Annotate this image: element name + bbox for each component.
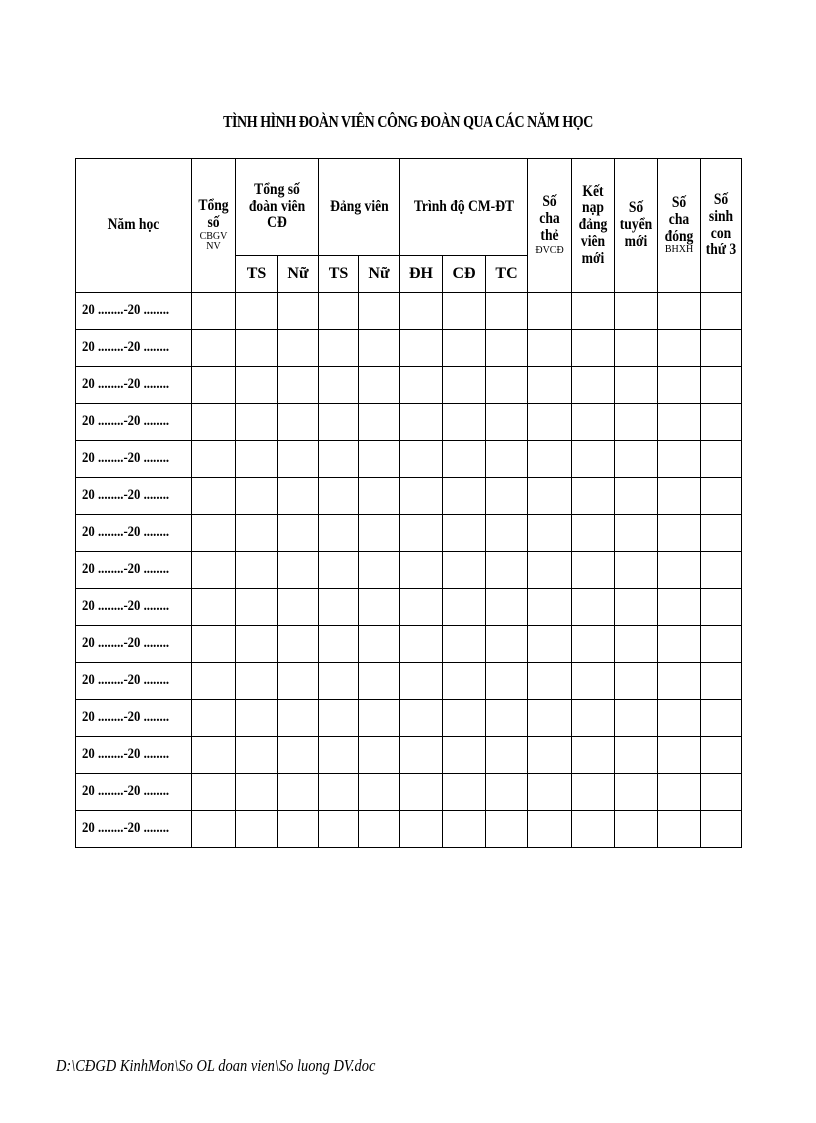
empty-cell[interactable] (319, 589, 359, 626)
empty-cell[interactable] (572, 552, 615, 589)
empty-cell[interactable] (278, 330, 319, 367)
table-row (76, 626, 742, 663)
empty-cell[interactable] (236, 626, 278, 663)
empty-cell[interactable] (192, 626, 236, 663)
empty-cell[interactable] (359, 515, 400, 552)
empty-cell[interactable] (443, 626, 486, 663)
table-row (76, 478, 742, 515)
table-row (76, 811, 742, 848)
empty-cell[interactable] (701, 293, 742, 330)
file-path-footer: D:\CĐGD KinhMon\So OL doan vien\So luong DV.doc (56, 1056, 376, 1075)
empty-cell[interactable] (278, 441, 319, 478)
empty-cell[interactable] (658, 774, 701, 811)
empty-cell[interactable] (192, 478, 236, 515)
table-row (76, 515, 742, 552)
empty-cell[interactable] (278, 589, 319, 626)
empty-cell[interactable] (443, 552, 486, 589)
empty-cell[interactable] (319, 367, 359, 404)
empty-cell[interactable] (236, 441, 278, 478)
empty-cell[interactable] (572, 811, 615, 848)
empty-cell[interactable] (192, 367, 236, 404)
empty-cell[interactable] (278, 811, 319, 848)
empty-cell[interactable] (486, 478, 528, 515)
empty-cell[interactable] (359, 626, 400, 663)
empty-cell[interactable] (658, 589, 701, 626)
empty-cell[interactable] (236, 589, 278, 626)
empty-cell[interactable] (572, 589, 615, 626)
header-nam-hoc: Năm học (76, 159, 192, 293)
empty-cell[interactable] (359, 700, 400, 737)
table-body (76, 293, 742, 848)
empty-cell[interactable] (615, 552, 658, 589)
empty-cell[interactable] (701, 404, 742, 441)
empty-cell[interactable] (192, 293, 236, 330)
empty-cell[interactable] (486, 441, 528, 478)
header-tong-so-doan-vien: Tổng số đoàn viên CĐ (236, 159, 319, 256)
empty-cell[interactable] (236, 367, 278, 404)
subheader-cd: CĐ (443, 256, 486, 293)
empty-cell[interactable] (443, 589, 486, 626)
empty-cell[interactable] (192, 663, 236, 700)
empty-cell[interactable] (192, 589, 236, 626)
empty-cell[interactable] (615, 626, 658, 663)
empty-cell[interactable] (528, 589, 572, 626)
empty-cell[interactable] (443, 737, 486, 774)
empty-cell[interactable] (701, 330, 742, 367)
empty-cell[interactable] (528, 663, 572, 700)
empty-cell[interactable] (658, 404, 701, 441)
empty-cell[interactable] (319, 663, 359, 700)
empty-cell[interactable] (359, 293, 400, 330)
empty-cell[interactable] (658, 330, 701, 367)
year-cell: 20 ........-20 ........ (76, 811, 192, 848)
empty-cell[interactable] (528, 478, 572, 515)
empty-cell[interactable] (701, 700, 742, 737)
empty-cell[interactable] (701, 478, 742, 515)
table-row (76, 367, 742, 404)
year-cell: 20 ........-20 ........ (76, 700, 192, 737)
empty-cell[interactable] (528, 700, 572, 737)
empty-cell[interactable] (572, 293, 615, 330)
empty-cell[interactable] (658, 663, 701, 700)
empty-cell[interactable] (486, 589, 528, 626)
empty-cell[interactable] (236, 811, 278, 848)
table-row (76, 774, 742, 811)
subheader-ts-dang-vien: TS (319, 256, 359, 293)
empty-cell[interactable] (278, 404, 319, 441)
empty-cell[interactable] (701, 515, 742, 552)
empty-cell[interactable] (400, 367, 443, 404)
empty-cell[interactable] (701, 441, 742, 478)
empty-cell[interactable] (400, 626, 443, 663)
subheader-tc: TC (486, 256, 528, 293)
table-row (76, 737, 742, 774)
year-cell: 20 ........-20 ........ (76, 626, 192, 663)
year-cell: 20 ........-20 ........ (76, 737, 192, 774)
empty-cell[interactable] (359, 737, 400, 774)
empty-cell[interactable] (615, 515, 658, 552)
empty-cell[interactable] (701, 367, 742, 404)
empty-cell[interactable] (486, 700, 528, 737)
empty-cell[interactable] (319, 737, 359, 774)
table-row (76, 552, 742, 589)
empty-cell[interactable] (359, 663, 400, 700)
table-row (76, 700, 742, 737)
empty-cell[interactable] (236, 330, 278, 367)
empty-cell[interactable] (572, 404, 615, 441)
empty-cell[interactable] (236, 404, 278, 441)
empty-cell[interactable] (572, 441, 615, 478)
header-tong-so-cbgv: Tổng số CBGV NV (192, 159, 236, 293)
empty-cell[interactable] (319, 811, 359, 848)
year-cell: 20 ........-20 ........ (76, 404, 192, 441)
empty-cell[interactable] (400, 441, 443, 478)
year-cell: 20 ........-20 ........ (76, 293, 192, 330)
empty-cell[interactable] (278, 367, 319, 404)
empty-cell[interactable] (572, 515, 615, 552)
empty-cell[interactable] (359, 404, 400, 441)
empty-cell[interactable] (278, 515, 319, 552)
empty-cell[interactable] (658, 367, 701, 404)
empty-cell[interactable] (236, 774, 278, 811)
empty-cell[interactable] (572, 330, 615, 367)
year-cell: 20 ........-20 ........ (76, 367, 192, 404)
empty-cell[interactable] (486, 737, 528, 774)
empty-cell[interactable] (486, 626, 528, 663)
empty-cell[interactable] (278, 737, 319, 774)
empty-cell[interactable] (400, 700, 443, 737)
empty-cell[interactable] (615, 663, 658, 700)
empty-cell[interactable] (701, 811, 742, 848)
empty-cell[interactable] (528, 441, 572, 478)
table-row (76, 441, 742, 478)
empty-cell[interactable] (443, 293, 486, 330)
empty-cell[interactable] (615, 478, 658, 515)
empty-cell[interactable] (528, 774, 572, 811)
empty-cell[interactable] (400, 515, 443, 552)
empty-cell[interactable] (572, 478, 615, 515)
year-cell: 20 ........-20 ........ (76, 552, 192, 589)
empty-cell[interactable] (278, 700, 319, 737)
table-row (76, 663, 742, 700)
table-row (76, 330, 742, 367)
empty-cell[interactable] (400, 478, 443, 515)
empty-cell[interactable] (572, 367, 615, 404)
empty-cell[interactable] (192, 700, 236, 737)
empty-cell[interactable] (615, 441, 658, 478)
empty-cell[interactable] (236, 700, 278, 737)
header-so-tuyen-moi: Số tuyển mới (615, 159, 658, 293)
empty-cell[interactable] (400, 404, 443, 441)
empty-cell[interactable] (236, 552, 278, 589)
empty-cell[interactable] (192, 811, 236, 848)
empty-cell[interactable] (319, 293, 359, 330)
empty-cell[interactable] (615, 330, 658, 367)
empty-cell[interactable] (192, 774, 236, 811)
empty-cell[interactable] (443, 663, 486, 700)
empty-cell[interactable] (701, 589, 742, 626)
empty-cell[interactable] (528, 404, 572, 441)
empty-cell[interactable] (528, 330, 572, 367)
year-cell: 20 ........-20 ........ (76, 774, 192, 811)
empty-cell[interactable] (443, 330, 486, 367)
empty-cell[interactable] (701, 626, 742, 663)
empty-cell[interactable] (192, 441, 236, 478)
subheader-ts-doan-vien: TS (236, 256, 278, 293)
empty-cell[interactable] (278, 626, 319, 663)
empty-cell[interactable] (615, 737, 658, 774)
empty-cell[interactable] (400, 589, 443, 626)
empty-cell[interactable] (658, 626, 701, 663)
header-so-cha-the: Số cha thẻ ĐVCĐ (528, 159, 572, 293)
empty-cell[interactable] (319, 774, 359, 811)
empty-cell[interactable] (192, 737, 236, 774)
table-row (76, 293, 742, 330)
empty-cell[interactable] (359, 367, 400, 404)
empty-cell[interactable] (443, 404, 486, 441)
empty-cell[interactable] (528, 515, 572, 552)
header-so-sinh-con: Số sinh con thứ 3 (701, 159, 742, 293)
empty-cell[interactable] (528, 626, 572, 663)
empty-cell[interactable] (278, 552, 319, 589)
empty-cell[interactable] (528, 811, 572, 848)
header-so-cha-dong: Số cha đóng BHXH (658, 159, 701, 293)
empty-cell[interactable] (278, 478, 319, 515)
empty-cell[interactable] (615, 404, 658, 441)
empty-cell[interactable] (236, 737, 278, 774)
empty-cell[interactable] (192, 404, 236, 441)
header-ket-nap: Kết nạp đảng viên mới (572, 159, 615, 293)
empty-cell[interactable] (319, 441, 359, 478)
empty-cell[interactable] (615, 811, 658, 848)
empty-cell[interactable] (572, 700, 615, 737)
empty-cell[interactable] (572, 737, 615, 774)
empty-cell[interactable] (192, 552, 236, 589)
year-cell: 20 ........-20 ........ (76, 441, 192, 478)
empty-cell[interactable] (701, 737, 742, 774)
table-row (76, 404, 742, 441)
empty-cell[interactable] (400, 330, 443, 367)
empty-cell[interactable] (658, 515, 701, 552)
empty-cell[interactable] (278, 774, 319, 811)
empty-cell[interactable] (615, 367, 658, 404)
empty-cell[interactable] (528, 367, 572, 404)
empty-cell[interactable] (319, 552, 359, 589)
empty-cell[interactable] (658, 478, 701, 515)
empty-cell[interactable] (359, 552, 400, 589)
empty-cell[interactable] (400, 774, 443, 811)
empty-cell[interactable] (319, 478, 359, 515)
header-trinh-do: Trình độ CM-ĐT (400, 159, 528, 256)
page-title: TÌNH HÌNH ĐOÀN VIÊN CÔNG ĐOÀN QUA CÁC NĂM HỌC (223, 112, 593, 131)
empty-cell[interactable] (701, 774, 742, 811)
empty-cell[interactable] (486, 811, 528, 848)
empty-cell[interactable] (615, 700, 658, 737)
empty-cell[interactable] (192, 515, 236, 552)
empty-cell[interactable] (486, 330, 528, 367)
empty-cell[interactable] (658, 811, 701, 848)
empty-cell[interactable] (359, 811, 400, 848)
empty-cell[interactable] (319, 404, 359, 441)
empty-cell[interactable] (443, 700, 486, 737)
empty-cell[interactable] (359, 330, 400, 367)
empty-cell[interactable] (658, 737, 701, 774)
empty-cell[interactable] (528, 552, 572, 589)
year-cell: 20 ........-20 ........ (76, 330, 192, 367)
empty-cell[interactable] (236, 293, 278, 330)
empty-cell[interactable] (236, 663, 278, 700)
year-cell: 20 ........-20 ........ (76, 515, 192, 552)
empty-cell[interactable] (486, 515, 528, 552)
empty-cell[interactable] (528, 293, 572, 330)
empty-cell[interactable] (615, 589, 658, 626)
empty-cell[interactable] (658, 552, 701, 589)
empty-cell[interactable] (400, 293, 443, 330)
empty-cell[interactable] (278, 293, 319, 330)
empty-cell[interactable] (443, 367, 486, 404)
empty-cell[interactable] (443, 478, 486, 515)
empty-cell[interactable] (528, 737, 572, 774)
empty-cell[interactable] (486, 404, 528, 441)
empty-cell[interactable] (443, 441, 486, 478)
union-member-table (75, 158, 742, 848)
empty-cell[interactable] (486, 293, 528, 330)
empty-cell[interactable] (658, 700, 701, 737)
empty-cell[interactable] (400, 552, 443, 589)
empty-cell[interactable] (400, 663, 443, 700)
empty-cell[interactable] (319, 700, 359, 737)
empty-cell[interactable] (319, 515, 359, 552)
subheader-nu-dang-vien: Nữ (359, 256, 400, 293)
empty-cell[interactable] (486, 367, 528, 404)
empty-cell[interactable] (192, 330, 236, 367)
subheader-dh: ĐH (400, 256, 443, 293)
empty-cell[interactable] (319, 626, 359, 663)
empty-cell[interactable] (443, 774, 486, 811)
empty-cell[interactable] (615, 774, 658, 811)
empty-cell[interactable] (701, 552, 742, 589)
empty-cell[interactable] (278, 663, 319, 700)
empty-cell[interactable] (359, 774, 400, 811)
empty-cell[interactable] (319, 330, 359, 367)
empty-cell[interactable] (486, 552, 528, 589)
empty-cell[interactable] (486, 663, 528, 700)
empty-cell[interactable] (572, 626, 615, 663)
empty-cell[interactable] (236, 478, 278, 515)
empty-cell[interactable] (658, 293, 701, 330)
empty-cell[interactable] (615, 293, 658, 330)
empty-cell[interactable] (359, 589, 400, 626)
table-row (76, 589, 742, 626)
empty-cell[interactable] (400, 737, 443, 774)
header-dang-vien: Đảng viên (319, 159, 400, 256)
year-cell: 20 ........-20 ........ (76, 478, 192, 515)
empty-cell[interactable] (236, 515, 278, 552)
year-cell: 20 ........-20 ........ (76, 589, 192, 626)
empty-cell[interactable] (400, 811, 443, 848)
empty-cell[interactable] (359, 478, 400, 515)
empty-cell[interactable] (572, 663, 615, 700)
empty-cell[interactable] (443, 515, 486, 552)
empty-cell[interactable] (486, 774, 528, 811)
empty-cell[interactable] (572, 774, 615, 811)
empty-cell[interactable] (658, 441, 701, 478)
year-cell: 20 ........-20 ........ (76, 663, 192, 700)
empty-cell[interactable] (359, 441, 400, 478)
empty-cell[interactable] (701, 663, 742, 700)
empty-cell[interactable] (443, 811, 486, 848)
subheader-nu-doan-vien: Nữ (278, 256, 319, 293)
